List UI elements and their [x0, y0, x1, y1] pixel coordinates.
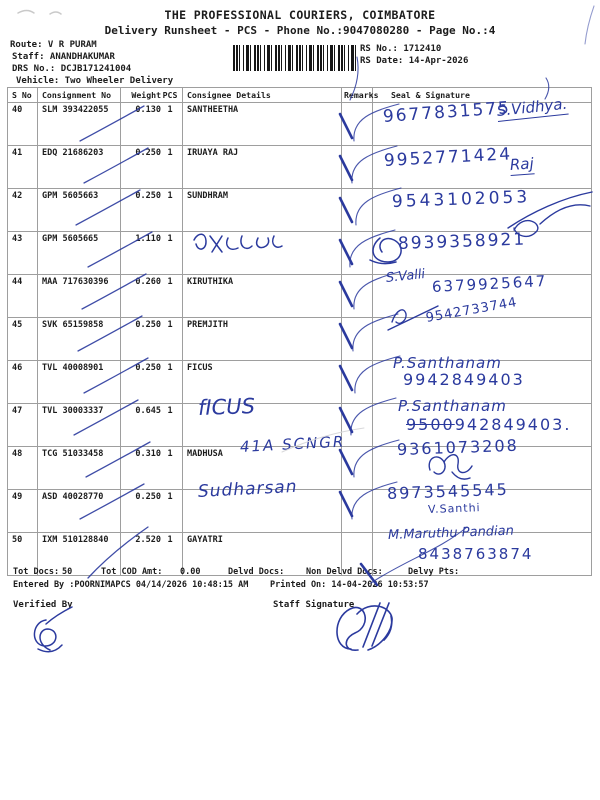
weight-value: 0.250 — [135, 492, 161, 502]
handwritten-consignee-row47: fICUS — [197, 394, 256, 420]
col-header-consignment: Consignment No — [38, 88, 121, 103]
pcs-value: 1 — [167, 363, 173, 373]
seal-phone-row42: 9543102053 — [391, 187, 531, 212]
consignment-cell-row41: EDQ 21686203 — [38, 146, 121, 189]
drs-no-line: DRS No.: DCJB171241004 — [12, 64, 132, 74]
consignment-cell-row42: GPM 5605663 — [38, 189, 121, 232]
consignment-cell-row43: GPM 5605665 — [38, 232, 121, 275]
weight-pcs-cell-row44 — [121, 275, 183, 318]
seal-name-row47: P.Santhanam — [398, 397, 507, 415]
remarks-cell-row41 — [342, 146, 373, 189]
staff-line: Staff: ANANDHAKUMAR — [12, 52, 115, 62]
sno-cell-row48: 48 — [8, 447, 38, 490]
sno-cell-row44: 44 — [8, 275, 38, 318]
pcs-value: 1 — [167, 277, 173, 287]
weight-pcs-cell-row45 — [121, 318, 183, 361]
weight-pcs-cell-row42 — [121, 189, 183, 232]
weight-value: 0.250 — [135, 148, 161, 158]
delvy-pts-label: Delvy Pts: — [408, 567, 460, 577]
col-header-weight: Weight — [131, 90, 161, 100]
consignment-cell-row46: TVL 40008901 — [38, 361, 121, 404]
consignee-cell-row45: PREMJITH — [183, 318, 342, 361]
cod-value: 0.00 — [180, 567, 201, 577]
weight-value: 0.250 — [135, 191, 161, 201]
non-delvd-docs-label: Non Delvd Docs: — [306, 567, 383, 577]
remarks-cell-row43 — [342, 232, 373, 275]
sno-cell-row42: 42 — [8, 189, 38, 232]
weight-pcs-cell-row47 — [121, 404, 183, 447]
sno-cell-row49: 49 — [8, 490, 38, 533]
weight-value: 0.130 — [135, 105, 161, 115]
consignee-cell-row41: IRUAYA RAJ — [183, 146, 342, 189]
weight-value: 0.260 — [135, 277, 161, 287]
pcs-value: 1 — [167, 148, 173, 158]
consignee-cell-row48: MADHUSA — [183, 447, 342, 490]
consignee-cell-row44: KIRUTHIKA — [183, 275, 342, 318]
pcs-value: 1 — [167, 320, 173, 330]
seal-phone-row48: 9361073208 — [396, 435, 520, 459]
seal-name-row50: M.Maruthu Pandian — [387, 523, 515, 543]
verified-by-signature — [34, 607, 72, 652]
consignee-cell-row40: SANTHEETHA — [183, 103, 342, 146]
consignee-cell-row42: SUNDHRAM — [183, 189, 342, 232]
remarks-cell-row44 — [342, 275, 373, 318]
remarks-cell-row46 — [342, 361, 373, 404]
weight-value: 2.520 — [135, 535, 161, 545]
handwritten-consignee-row49: Sudharsan — [197, 476, 298, 502]
runsheet-subtitle: Delivery Runsheet - PCS - Phone No.:9047080280 - Page No.:4 — [104, 24, 496, 37]
rs-barcode — [233, 45, 356, 71]
weight-pcs-cell-row46 — [121, 361, 183, 404]
seal-phone-row49: 8973545545 — [386, 479, 510, 503]
seal-phone-row47 — [406, 415, 571, 434]
seal-name-row46: P.Santhanam — [393, 354, 502, 372]
vehicle-line: Vehicle: Two Wheeler Delivery — [16, 76, 174, 86]
weight-value: 0.250 — [135, 363, 161, 373]
cod-label: Tot COD Amt: — [101, 567, 163, 577]
delvd-docs-label: Delvd Docs: — [228, 567, 285, 577]
entered-by-line: Entered By :POORNIMAPCS 04/14/2026 10:48:15 AM — [13, 580, 249, 590]
sno-cell-row50: 50 — [8, 533, 38, 576]
company-title: THE PROFESSIONAL COURIERS, COIMBATORE — [164, 8, 436, 22]
weight-pcs-cell-row41 — [121, 146, 183, 189]
remarks-cell-row48 — [342, 447, 373, 490]
pcs-value: 1 — [167, 492, 173, 502]
remarks-cell-row49 — [342, 490, 373, 533]
handwritten-consignee-row48: 41A SCNGR — [239, 432, 346, 456]
consignment-cell-row49: ASD 40028770 — [38, 490, 121, 533]
weight-value: 0.310 — [135, 449, 161, 459]
sno-cell-row41: 41 — [8, 146, 38, 189]
pcs-value: 1 — [167, 406, 173, 416]
seal-name-row40: S.Vidhya. — [495, 94, 569, 120]
seal-phone-row40: 9677831575 — [382, 98, 512, 127]
rs-date-line: RS Date: 14-Apr-2026 — [360, 56, 469, 66]
remarks-cell-row42 — [342, 189, 373, 232]
seal-phone-row47-number: 942849403. — [454, 415, 572, 434]
seal-phone-row46: 9942849403 — [403, 370, 525, 389]
consignment-cell-row48: TCG 51033458 — [38, 447, 121, 490]
consignee-cell-row43 — [183, 232, 342, 275]
staff-signature-label: Staff Signature — [273, 600, 355, 610]
weight-pcs-cell-row49 — [121, 490, 183, 533]
weight-pcs-cell-row43 — [121, 232, 183, 275]
tot-docs-value: 50 — [62, 567, 73, 577]
seal-phone-row44: 6379925647 — [431, 271, 548, 296]
verified-by-label: Verified By — [13, 600, 73, 610]
seal-phone-row41: 9952771424 — [383, 144, 513, 171]
weight-pcs-cell-row40 — [121, 103, 183, 146]
staff-signature — [337, 603, 392, 650]
tot-docs-label: Tot Docs: — [13, 567, 60, 577]
consignee-cell-row46: FICUS — [183, 361, 342, 404]
consignment-cell-row44: MAA 717630396 — [38, 275, 121, 318]
consignment-cell-row45: SVK 65159858 — [38, 318, 121, 361]
remarks-cell-row40 — [342, 103, 373, 146]
consignment-cell-row50: IXM 510128840 — [38, 533, 121, 576]
printed-on-line: Printed On: 14-04-2026 10:53:57 — [270, 580, 429, 590]
col-header-weight-pcs — [121, 88, 183, 103]
col-header-sno: S No — [8, 88, 38, 103]
seal-name-row41: Raj — [509, 154, 535, 174]
weight-value: 0.250 — [135, 320, 161, 330]
sno-cell-row45: 45 — [8, 318, 38, 361]
seal-phone-row43: 8939358921 — [397, 229, 527, 254]
weight-value: 1.110 — [135, 234, 161, 244]
col-header-consignee: Consignee Details — [183, 88, 342, 103]
col-header-seal: Seal & Signature — [373, 88, 592, 103]
remarks-cell-row45 — [342, 318, 373, 361]
seal-phone-row45: 9542733744 — [424, 295, 519, 326]
col-header-pcs: PCS — [162, 90, 178, 100]
sno-cell-row46: 46 — [8, 361, 38, 404]
seal-phone-row50: 8438763874 — [418, 545, 534, 563]
route-line: Route: V R PURAM — [10, 40, 97, 50]
consignee-cell-row50: GAYATRI — [183, 533, 342, 576]
sno-cell-row40: 40 — [8, 103, 38, 146]
remarks-cell-row47 — [342, 404, 373, 447]
weight-pcs-cell-row48 — [121, 447, 183, 490]
consignment-cell-row47: TVL 30003337 — [38, 404, 121, 447]
sno-cell-row47: 47 — [8, 404, 38, 447]
seal-name-row44: S.Valli — [385, 266, 426, 286]
weight-value: 0.645 — [135, 406, 161, 416]
col-header-remarks: Remarks — [342, 88, 373, 103]
seal-phone-row47-struck: 9500 — [406, 415, 455, 434]
pcs-value: 1 — [167, 234, 173, 244]
pcs-value: 1 — [167, 449, 173, 459]
pcs-value: 1 — [167, 105, 173, 115]
consignment-cell-row40: SLM 393422055 — [38, 103, 121, 146]
pcs-value: 1 — [167, 535, 173, 545]
sno-cell-row43: 43 — [8, 232, 38, 275]
rs-no-line: RS No.: 1712410 — [360, 44, 442, 54]
pcs-value: 1 — [167, 191, 173, 201]
seal-name-row49: V.Santhi — [427, 501, 481, 516]
